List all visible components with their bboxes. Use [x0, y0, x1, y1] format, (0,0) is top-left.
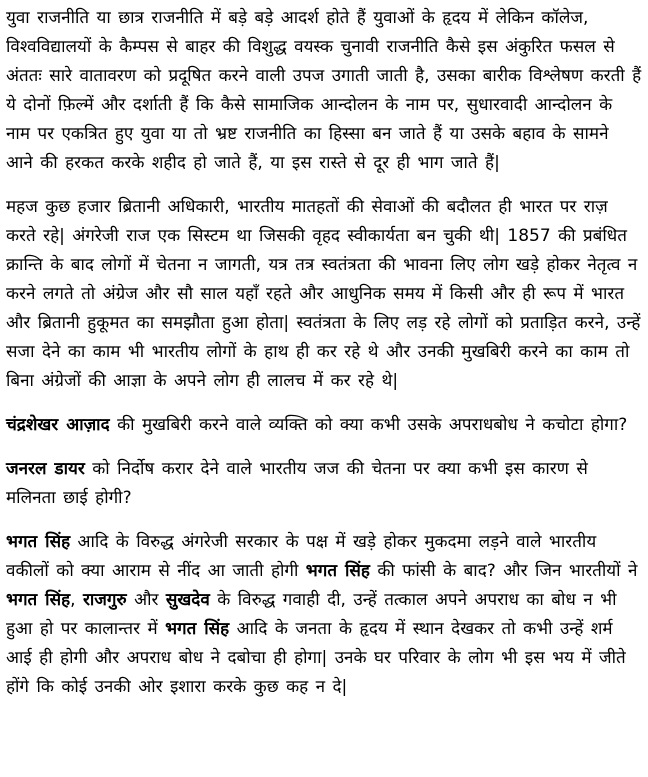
text-run: आदि के विरुद्ध अंगरेजी सरकार के पक्ष में खड़े होकर मुकदमा लड़ने वाले भारतीय वकीलों को क्या आराम से नींद आ जाती होगी — [6, 532, 597, 581]
bold-text-run: भगत सिंह — [165, 619, 230, 639]
bold-text-run: भगत सिंह — [305, 561, 370, 581]
text-run: की फांसी के बाद? और जिन भारतीयों ने — [369, 561, 638, 581]
text-run: के विरुद्ध गवाही दी, उन्हें तत्काल अपने अपराध का बोध न भी हुआ हो पर कालान्तर में — [6, 590, 617, 639]
text-run: आदि के जनता के हृदय में स्थान देखकर तो कभी उन्हें शर्म आई ही होगी और अपराध बोध ने दबोचा ही होगा| उनके घर परिवार के लोग भी इस भय में जीते होंगे कि कोई उनकी ओर इशारा करके कुछ कह न दे| — [6, 619, 626, 697]
paragraph-general-dyer-question — [6, 455, 642, 513]
bold-text-run: भगत सिंह — [6, 532, 71, 552]
bold-text-run: चंद्रशेखर आज़ाद — [6, 415, 110, 435]
text-run: और — [126, 590, 166, 610]
bold-text-run: जनरल डायर — [6, 459, 85, 479]
text-run: युवा राजनीति या छात्र राजनीति में बड़े बड़े आदर्श होते हैं युवाओं के हृदय में लेकिन कॉलेज, विश्वविद्यालयों के कैम्पस से बाहर की विशुद्ध वयस्क चुनावी राजनीति कैसे इस अंकुरित फसल से अंततः सारे वातावरण को प्रदूषित करने वाली उपज उगाती जाती है, उसका बारीक विश्लेषण करती हैं ये दोनों फ़िल्में और दर्शाती हैं कि कैसे सामाजिक आन्दोलन के नाम पर, सुधारवादी आन्दोलन के नाम पर एकत्रित हुए युवा या तो भ्रष्ट राजनीति का हिस्सा बन जाते हैं या उसके बहाव के सामने आने की हरकत करके शहीद हो जाते हैं, या इस रास्ते से दूर ही भाग जाते हैं| — [6, 8, 642, 173]
paragraph-chandrashekhar-azad-question — [6, 411, 642, 440]
bold-text-run: भगत सिंह — [6, 590, 71, 610]
text-run: की मुखबिरी करने वाले व्यक्ति को क्या कभी उसके अपराधबोध ने कचोटा होगा? — [109, 415, 628, 435]
text-run: को निर्दोष करार देने वाले भारतीय जज की चेतना पर क्या कभी इस कारण से मलिनता छाई होगी? — [6, 459, 588, 508]
text-run: , — [70, 590, 83, 610]
bold-text-run: सुखदेव — [165, 590, 210, 610]
paragraph-youth-politics — [6, 4, 642, 178]
paragraph-british-raj-system — [6, 193, 642, 396]
paragraph-bhagat-singh-question — [6, 528, 642, 702]
bold-text-run: राजगुरु — [82, 590, 127, 610]
text-run: महज कुछ हजार ब्रितानी अधिकारी, भारतीय मातहतों की सेवाओं की बदौलत ही भारत पर राज़ करते रहे| अंगरेजी राज एक सिस्टम था जिसकी वृहद स्वीकार्यता बन चुकी थी| 1857 की प्रबंधित क्रान्ति के बाद लोगों में चेतना न जागती, यत्र तत्र स्वतंत्रता की भावना लिए लोग खड़े होकर नेतृत्व न करने लगते तो अंग्रेज और सौ साल यहाँ रहते और आधुनिक समय में किसी और ही रूप में भारत और ब्रितानी हुकूमत का समझौता हुआ होता| स्वतंत्रता के लिए लड़ रहे लोगों को प्रताड़ित करने, उन्हें सजा देने का काम भी भारतीय लोगों के हाथ ही कर रहे थे और उनकी मुखबिरी करने का काम तो बिना अंग्रेजों की आज्ञा के अपने लोग ही लालच में कर रहे थे| — [6, 197, 641, 391]
